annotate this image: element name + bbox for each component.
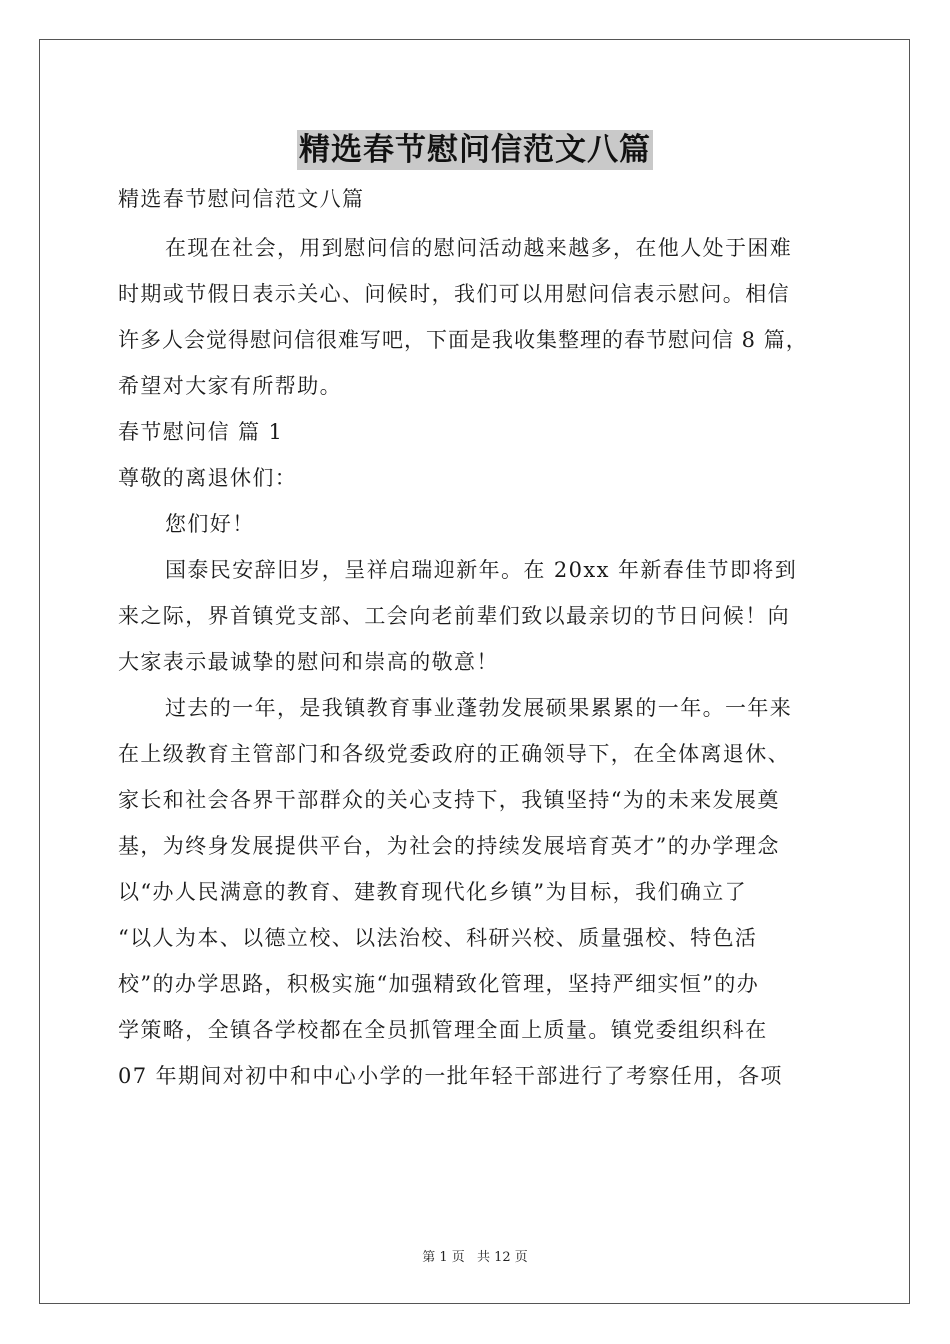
para-line: 在上级教育主管部门和各级党委政府的正确领导下，在全体离退休、 (118, 742, 790, 766)
title-area (0, 130, 950, 170)
salutation: 尊敬的离退休们： (118, 466, 298, 490)
document-body (118, 183, 833, 1092)
page-total: 共 12 页 (476, 1250, 528, 1265)
document-title: 精选春节慰问信范文八篇 (299, 132, 651, 168)
para-line: 过去的一年，是我镇教育事业蓬勃发展硕果累累的一年。一年来 (165, 696, 793, 720)
para-line: 来之际，界首镇党支部、工会向老前辈们致以最亲切的节日问候！向 (118, 604, 790, 628)
para-line: “以人为本、以德立校、以法治校、科研兴校、质量强校、特色活 (118, 926, 758, 950)
intro-paragraph (118, 232, 833, 402)
paragraph-1 (118, 554, 833, 678)
para-line: 家长和社会各界干部群众的关心支持下，我镇坚持“为的未来发展奠 (118, 788, 780, 812)
para-line: 大家表示最诚挚的慰问和崇高的敬意！ (118, 650, 499, 674)
para-line: 学策略，全镇各学校都在全员抓管理全面上质量。镇党委组织科在 (118, 1018, 768, 1042)
greeting: 您们好！ (165, 512, 255, 536)
para-line: 以“办人民满意的教育、建教育现代化乡镇”为目标，我们确立了 (118, 880, 748, 904)
page-number: 第 1 页 (422, 1250, 465, 1265)
paragraph-2 (118, 692, 833, 1092)
subtitle: 精选春节慰问信范文八篇 (118, 187, 365, 211)
para-line: 基，为终身发展提供平台，为社会的持续发展培育英才”的办学理念 (118, 834, 780, 858)
para-line: 07 年期间对初中和中心小学的一批年轻干部进行了考察任用，各项 (118, 1064, 783, 1088)
intro-line: 在现在社会，用到慰问信的慰问活动越来越多，在他人处于困难 (165, 236, 793, 260)
section-heading: 春节慰问信 篇 1 (118, 420, 284, 444)
intro-line: 时期或节假日表示关心、问候时，我们可以用慰问信表示慰问。相信 (118, 282, 790, 306)
page-footer (0, 1246, 950, 1265)
para-line: 校”的办学思路，积极实施“加强精致化管理，坚持严细实恒”的办 (118, 972, 760, 996)
intro-line: 希望对大家有所帮助。 (118, 374, 342, 398)
intro-line: 许多人会觉得慰问信很难写吧，下面是我收集整理的春节慰问信 8 篇， (118, 328, 808, 352)
para-line: 国泰民安辞旧岁，呈祥启瑞迎新年。在 20xx 年新春佳节即将到 (165, 558, 798, 582)
